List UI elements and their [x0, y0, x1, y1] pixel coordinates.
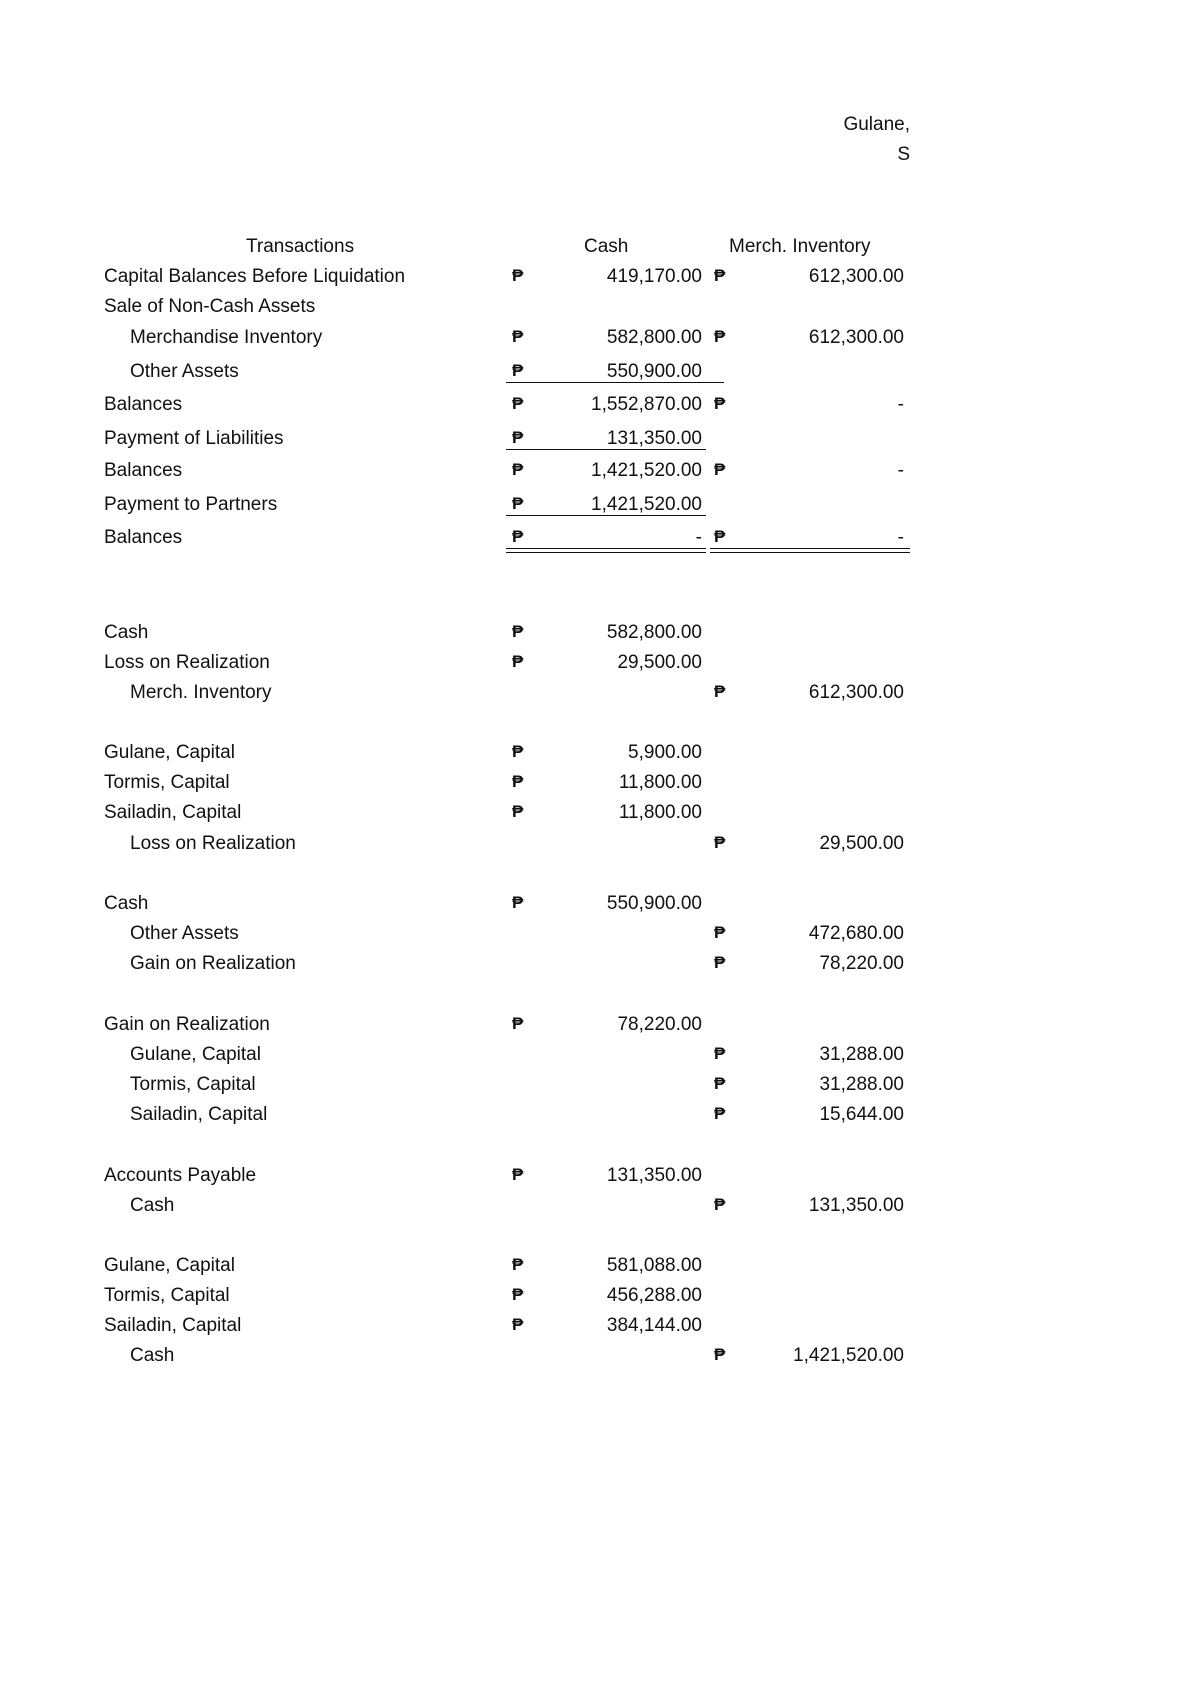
- peso-icon: ₱: [512, 1285, 524, 1304]
- row-label: Balances: [104, 460, 183, 481]
- double-underline: [710, 548, 910, 553]
- header-name: Gulane,: [843, 114, 910, 135]
- journal-row: [0, 953, 1200, 981]
- account-label: Loss on Realization: [130, 833, 296, 854]
- row-label: Sale of Non-Cash Assets: [104, 296, 316, 317]
- col-transactions: Transactions: [246, 236, 355, 257]
- debit-amount: 384,144.00: [606, 1315, 702, 1336]
- row-label: Balances: [104, 527, 183, 548]
- journal-row: [0, 772, 1200, 800]
- schedule-row: [0, 394, 1200, 422]
- peso-icon: ₱: [512, 652, 524, 671]
- journal-row: [0, 1315, 1200, 1343]
- peso-icon: ₱: [512, 327, 524, 346]
- debit-amount: 456,288.00: [606, 1285, 702, 1306]
- journal-row: [0, 1074, 1200, 1102]
- underline: [506, 515, 706, 516]
- debit-amount: 78,220.00: [617, 1014, 702, 1035]
- journal-row: [0, 833, 1200, 861]
- journal-row: [0, 622, 1200, 650]
- debit-amount: 11,800.00: [618, 802, 702, 823]
- cash-amount: 1,552,870.00: [591, 394, 702, 415]
- account-label: Loss on Realization: [104, 652, 270, 673]
- peso-icon: ₱: [512, 893, 524, 912]
- journal-row: [0, 893, 1200, 921]
- account-label: Sailadin, Capital: [104, 1315, 242, 1336]
- schedule-row: [0, 460, 1200, 488]
- peso-icon: ₱: [714, 527, 726, 546]
- debit-amount: 11,800.00: [618, 772, 702, 793]
- debit-amount: 550,900.00: [606, 893, 702, 914]
- account-label: Tormis, Capital: [104, 772, 230, 793]
- journal-row: [0, 1165, 1200, 1193]
- journal-row: [0, 742, 1200, 770]
- peso-icon: ₱: [714, 460, 726, 479]
- header-subtitle: S: [897, 144, 910, 165]
- schedule-row: [0, 266, 1200, 294]
- account-label: Cash: [104, 622, 149, 643]
- peso-icon: ₱: [714, 953, 726, 972]
- peso-icon: ₱: [512, 622, 524, 641]
- cash-amount: 419,170.00: [606, 266, 702, 287]
- account-label: Sailadin, Capital: [130, 1104, 268, 1125]
- account-label: Cash: [130, 1195, 175, 1216]
- credit-amount: 78,220.00: [819, 953, 904, 974]
- journal-row: [0, 652, 1200, 680]
- account-label: Merch. Inventory: [130, 682, 272, 703]
- inventory-amount: -: [897, 460, 904, 481]
- peso-icon: ₱: [512, 742, 524, 761]
- account-label: Tormis, Capital: [104, 1285, 230, 1306]
- journal-row: [0, 923, 1200, 951]
- peso-icon: ₱: [714, 1345, 726, 1364]
- journal-row: [0, 1255, 1200, 1283]
- peso-icon: ₱: [714, 1104, 726, 1123]
- debit-amount: 581,088.00: [606, 1255, 702, 1276]
- underline: [506, 382, 724, 383]
- peso-icon: ₱: [512, 361, 524, 380]
- peso-icon: ₱: [714, 394, 726, 413]
- peso-icon: ₱: [512, 266, 524, 285]
- journal-row: [0, 802, 1200, 830]
- peso-icon: ₱: [714, 1074, 726, 1093]
- account-label: Other Assets: [130, 923, 239, 944]
- cash-amount: 1,421,520.00: [591, 494, 702, 515]
- double-underline: [506, 548, 706, 553]
- peso-icon: ₱: [714, 1044, 726, 1063]
- peso-icon: ₱: [714, 266, 726, 285]
- schedule-row: [0, 428, 1200, 456]
- account-label: Gulane, Capital: [104, 742, 235, 763]
- peso-icon: ₱: [714, 1195, 726, 1214]
- row-label: Balances: [104, 394, 183, 415]
- journal-row: [0, 1345, 1200, 1373]
- peso-icon: ₱: [512, 460, 524, 479]
- inventory-amount: 612,300.00: [808, 266, 904, 287]
- cash-amount: 550,900.00: [606, 361, 702, 382]
- debit-amount: 29,500.00: [617, 652, 702, 673]
- account-label: Gain on Realization: [104, 1014, 270, 1035]
- account-label: Gulane, Capital: [104, 1255, 235, 1276]
- peso-icon: ₱: [512, 772, 524, 791]
- account-label: Cash: [104, 893, 149, 914]
- peso-icon: ₱: [714, 833, 726, 852]
- peso-icon: ₱: [512, 494, 524, 513]
- cash-amount: -: [695, 527, 702, 548]
- cash-amount: 1,421,520.00: [591, 460, 702, 481]
- schedule-row: [0, 296, 1200, 324]
- account-label: Accounts Payable: [104, 1165, 257, 1186]
- inventory-amount: -: [897, 527, 904, 548]
- credit-amount: 31,288.00: [819, 1074, 904, 1095]
- cash-amount: 131,350.00: [606, 428, 702, 449]
- peso-icon: ₱: [512, 428, 524, 447]
- journal-row: [0, 1195, 1200, 1223]
- account-label: Cash: [130, 1345, 175, 1366]
- account-label: Gain on Realization: [130, 953, 296, 974]
- row-label: Payment to Partners: [104, 494, 278, 515]
- peso-icon: ₱: [714, 923, 726, 942]
- debit-amount: 5,900.00: [628, 742, 702, 763]
- col-cash: Cash: [584, 236, 629, 257]
- peso-icon: ₱: [714, 682, 726, 701]
- peso-icon: ₱: [512, 1315, 524, 1334]
- peso-icon: ₱: [512, 1255, 524, 1274]
- underline: [506, 449, 706, 450]
- journal-row: [0, 1104, 1200, 1132]
- peso-icon: ₱: [714, 327, 726, 346]
- inventory-amount: 612,300.00: [808, 327, 904, 348]
- inventory-amount: -: [897, 394, 904, 415]
- row-label: Merchandise Inventory: [130, 327, 323, 348]
- peso-icon: ₱: [512, 1014, 524, 1033]
- journal-row: [0, 1014, 1200, 1042]
- schedule-row: [0, 361, 1200, 389]
- credit-amount: 612,300.00: [808, 682, 904, 703]
- credit-amount: 1,421,520.00: [793, 1345, 904, 1366]
- credit-amount: 15,644.00: [819, 1104, 904, 1125]
- cash-amount: 582,800.00: [606, 327, 702, 348]
- peso-icon: ₱: [512, 527, 524, 546]
- credit-amount: 472,680.00: [808, 923, 904, 944]
- peso-icon: ₱: [512, 802, 524, 821]
- column-header-row: [0, 236, 1200, 264]
- journal-row: [0, 1285, 1200, 1313]
- row-label: Payment of Liabilities: [104, 428, 284, 449]
- row-label: Capital Balances Before Liquidation: [104, 266, 406, 287]
- schedule-row: [0, 494, 1200, 522]
- credit-amount: 131,350.00: [808, 1195, 904, 1216]
- col-inventory: Merch. Inventory: [729, 236, 871, 257]
- debit-amount: 131,350.00: [606, 1165, 702, 1186]
- account-label: Sailadin, Capital: [104, 802, 242, 823]
- peso-icon: ₱: [512, 394, 524, 413]
- credit-amount: 31,288.00: [819, 1044, 904, 1065]
- credit-amount: 29,500.00: [819, 833, 904, 854]
- schedule-row: [0, 327, 1200, 355]
- journal-row: [0, 1044, 1200, 1072]
- peso-icon: ₱: [512, 1165, 524, 1184]
- account-label: Tormis, Capital: [130, 1074, 256, 1095]
- journal-row: [0, 682, 1200, 710]
- account-label: Gulane, Capital: [130, 1044, 261, 1065]
- debit-amount: 582,800.00: [606, 622, 702, 643]
- row-label: Other Assets: [130, 361, 239, 382]
